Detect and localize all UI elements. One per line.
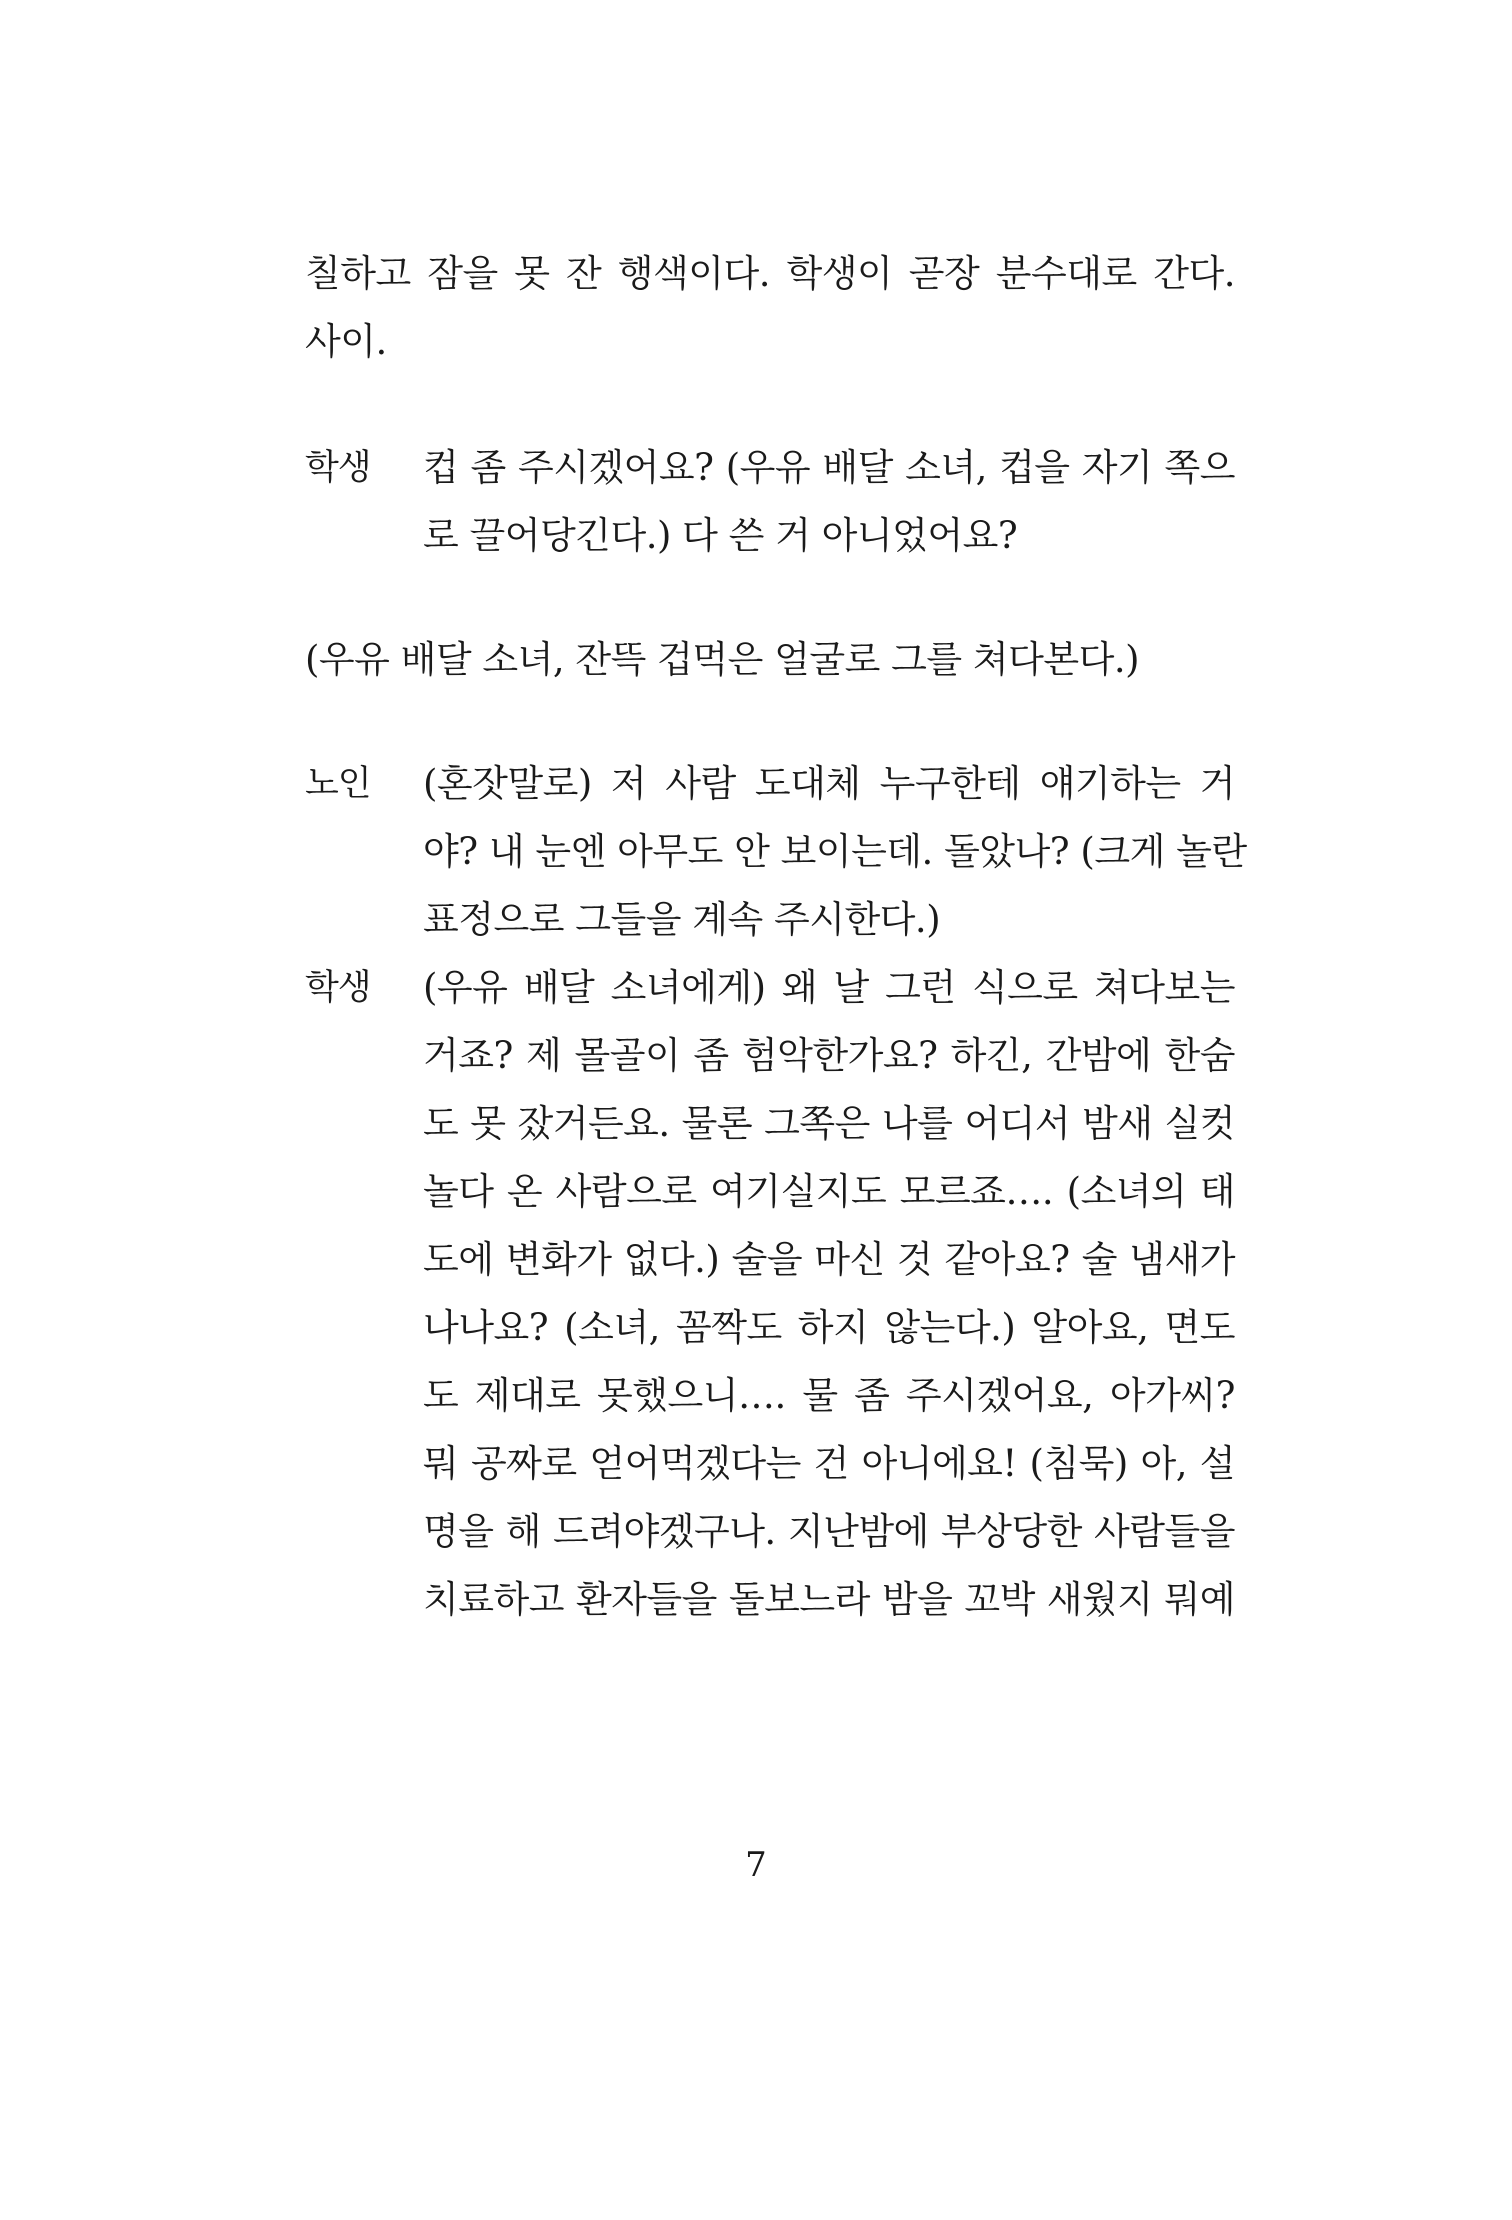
speech-line: 거죠? 제 몰골이 좀 험악한가요? 하긴, 간밤에 한숨 bbox=[423, 1034, 1235, 1077]
speech-text bbox=[423, 434, 1235, 570]
intro-line-1: 칠하고 잠을 못 잔 행색이다. 학생이 곧장 분수대로 간다. bbox=[305, 252, 1235, 295]
intro-line-2: 사이. bbox=[305, 320, 387, 363]
speech-student-1 bbox=[305, 434, 1235, 570]
speech-line: 도 못 잤거든요. 물론 그쪽은 나를 어디서 밤새 실컷 bbox=[423, 1102, 1235, 1145]
speech-line: 명을 해 드려야겠구나. 지난밤에 부상당한 사람들을 bbox=[423, 1510, 1235, 1553]
speaker-label: 학생 bbox=[305, 968, 371, 1008]
speech-line: 뭐 공짜로 얻어먹겠다는 건 아니에요! (침묵) 아, 설 bbox=[423, 1442, 1235, 1485]
speech-text bbox=[423, 750, 1247, 954]
speech-line: 놀다 온 사람으로 여기실지도 모르죠…. (소녀의 태 bbox=[423, 1170, 1235, 1213]
intro-paragraph bbox=[305, 240, 1235, 376]
speech-line: 나나요? (소녀, 꼼짝도 하지 않는다.) 알아요, 면도 bbox=[423, 1306, 1235, 1349]
page-number: 7 bbox=[745, 1845, 767, 1885]
speech-line: 야? 내 눈엔 아무도 안 보이는데. 돌았나? (크게 놀란 bbox=[423, 830, 1247, 873]
page-body bbox=[305, 240, 1247, 1634]
speech-line: 도에 변화가 없다.) 술을 마신 것 같아요? 술 냄새가 bbox=[423, 1238, 1235, 1281]
spacer bbox=[305, 376, 1235, 434]
spacer bbox=[305, 694, 1235, 750]
speech-line: 컵 좀 주시겠어요? (우유 배달 소녀, 컵을 자기 쪽으 bbox=[423, 446, 1235, 489]
speaker-label: 학생 bbox=[305, 448, 371, 488]
speaker-label: 노인 bbox=[305, 764, 371, 804]
speech-line: 도 제대로 못했으니…. 물 좀 주시겠어요, 아가씨? bbox=[423, 1374, 1235, 1417]
speech-student-2 bbox=[305, 954, 1235, 1634]
stage-direction bbox=[305, 626, 1235, 694]
speech-line: (우유 배달 소녀에게) 왜 날 그런 식으로 쳐다보는 bbox=[423, 966, 1235, 1009]
speech-old-man bbox=[305, 750, 1247, 954]
speech-line: 표정으로 그들을 계속 주시한다.) bbox=[423, 898, 941, 941]
stage-direction-line: (우유 배달 소녀, 잔뜩 겁먹은 얼굴로 그를 쳐다본다.) bbox=[305, 638, 1140, 681]
speech-line: 로 끌어당긴다.) 다 쓴 거 아니었어요? bbox=[423, 514, 1018, 557]
speech-text bbox=[423, 954, 1235, 1634]
speech-line: (혼잣말로) 저 사람 도대체 누구한테 얘기하는 거 bbox=[423, 762, 1235, 805]
spacer bbox=[305, 570, 1235, 626]
speech-line: 치료하고 환자들을 돌보느라 밤을 꼬박 새웠지 뭐예 bbox=[423, 1578, 1235, 1621]
